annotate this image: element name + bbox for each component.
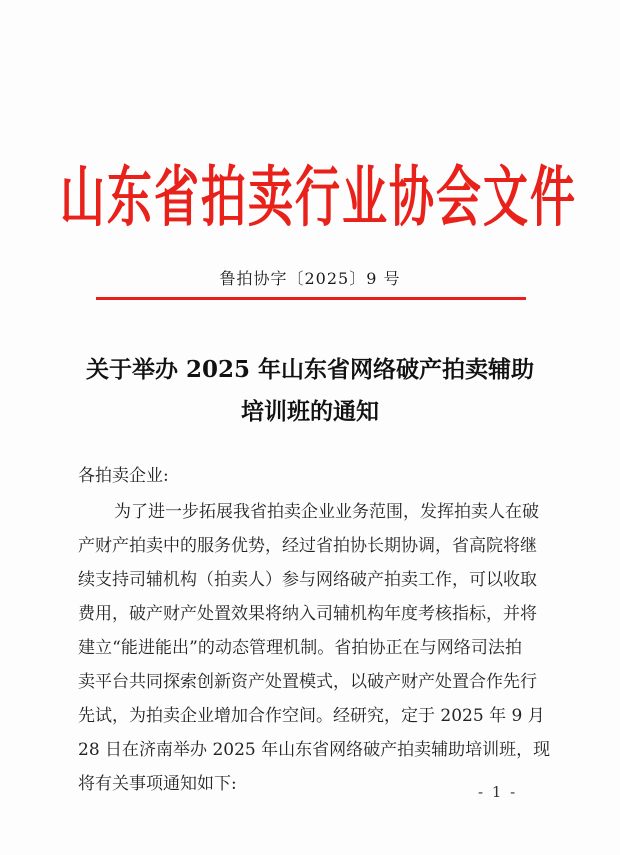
- body-line: 续支持司辅机构（拍卖人）参与网络破产拍卖工作，可以收取: [78, 570, 537, 590]
- body-line: 卖平台共同探索创新资产处置模式，以破产财产处置合作先行: [78, 672, 537, 692]
- body-line: 建立“能进能出”的动态管理机制。省拍协正在与网络司法拍: [78, 638, 522, 658]
- issuer-header-title: 山东省拍卖行业协会文件: [60, 158, 578, 236]
- body-line: 为了进一步拓展我省拍卖企业业务范围，发挥拍卖人在破: [114, 502, 539, 522]
- document-number: 鲁拍协字〔2025〕9 号: [219, 269, 401, 288]
- notice-title-line-1: 关于举办 2025 年山东省网络破产拍卖辅助: [85, 356, 535, 383]
- salutation: 各拍卖企业:: [78, 466, 169, 486]
- red-divider-line: [96, 297, 526, 300]
- body-line: 费用，破产财产处置效果将纳入司辅机构年度考核指标，并将: [78, 604, 537, 624]
- body-line: 产财产拍卖中的服务优势，经过省拍协长期协调，省高院将继: [78, 536, 537, 556]
- body-line: 先试，为拍卖企业增加合作空间。经研究，定于 2025 年 9 月: [78, 706, 545, 726]
- notice-title-line-2: 培训班的通知: [241, 398, 379, 425]
- page-number: - 1 -: [478, 783, 518, 801]
- body-line: 将有关事项通知如下:: [78, 774, 237, 794]
- body-line: 28 日在济南举办 2025 年山东省网络破产拍卖辅助培训班，现: [78, 740, 551, 760]
